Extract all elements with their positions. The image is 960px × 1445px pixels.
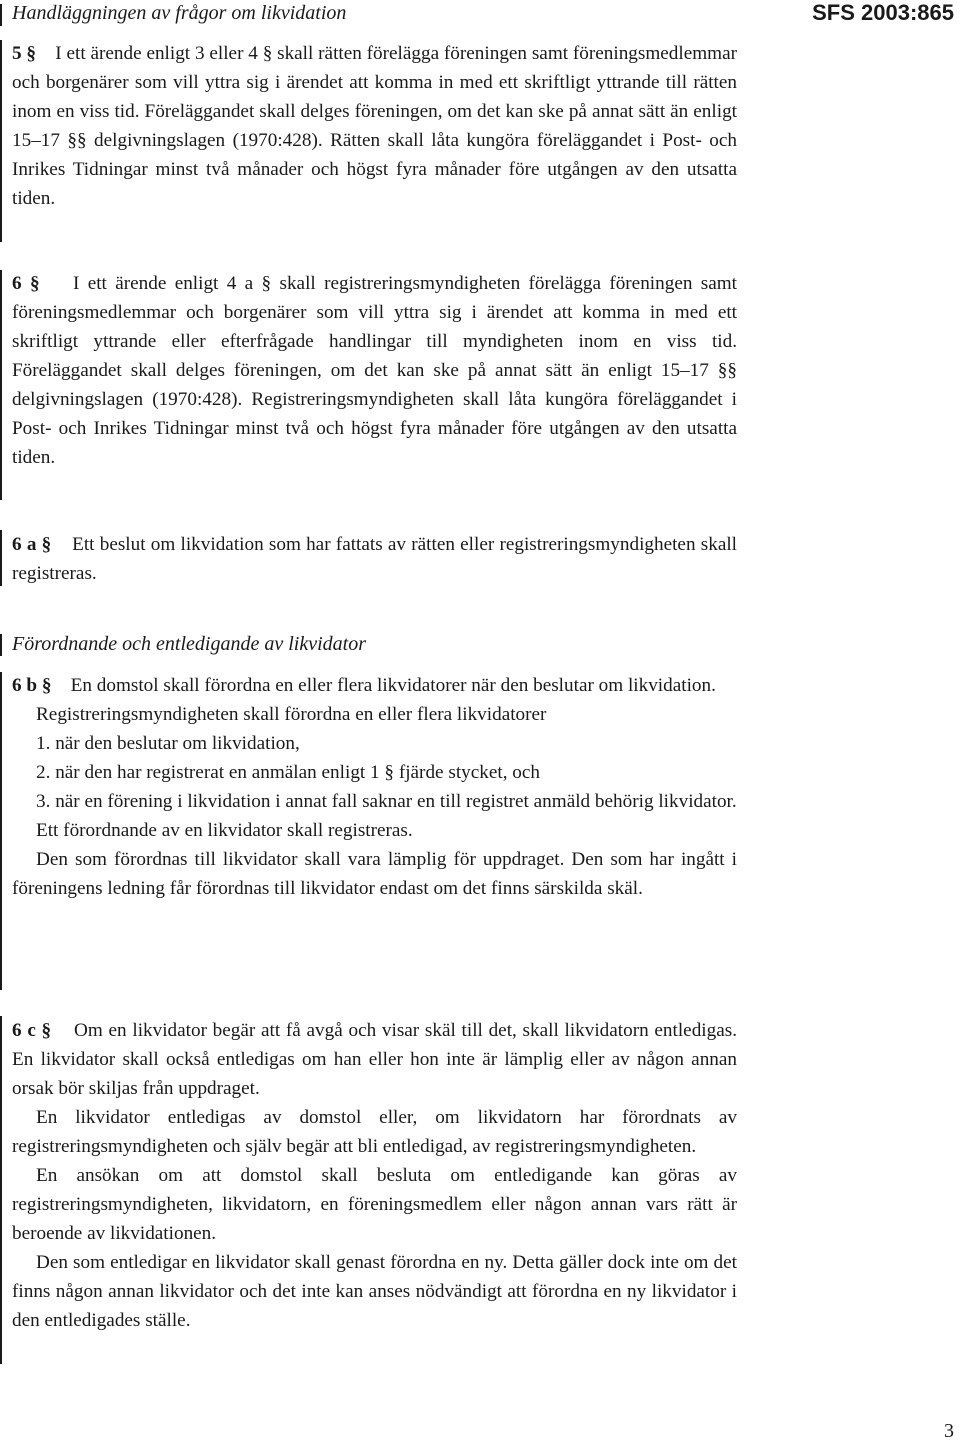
- page-number: 3: [944, 1420, 954, 1442]
- change-bar: [0, 1016, 2, 1364]
- sfs-number: SFS 2003:865: [812, 0, 954, 25]
- paragraph: Den som förordnas till likvidator skall vara lämplig för uppdraget. Den som har ingått i föreningens ledning får förordnas till likvidator endast om det finns särskilda skäl.: [12, 849, 737, 899]
- section-text: En domstol skall förordna en eller flera likvidatorer när den beslutar om likvidation.: [70, 675, 716, 696]
- section-6: [12, 269, 737, 472]
- section-6b: [12, 671, 737, 903]
- paragraph: Registreringsmyndigheten skall förordna en eller flera likvidatorer: [36, 704, 547, 725]
- section-6a: [12, 530, 737, 588]
- list-item: 2. när den har registrerat en anmälan enligt 1 § fjärde stycket, och: [36, 762, 540, 783]
- change-bar: [0, 672, 2, 990]
- change-bar: [0, 530, 2, 586]
- section-5: [12, 39, 737, 213]
- section-number: 6 a §: [12, 534, 52, 555]
- paragraph: Ett förordnande av en likvidator skall registreras.: [36, 820, 413, 841]
- section-6c: [12, 1016, 737, 1335]
- change-bar: [0, 40, 2, 242]
- section-number: 6 c §: [12, 1020, 52, 1041]
- paragraph: En ansökan om att domstol skall besluta om entledigande kan göras av registreringsmyndigheten, likvidatorn, en föreningsmedlem eller någon annan vars rätt är beroende av likvidationen.: [12, 1165, 737, 1244]
- section-text: Ett beslut om likvidation som har fattats av rätten eller registreringsmyndigheten skall registreras.: [12, 534, 738, 584]
- section-text: Om en likvidator begär att få avgå och visar skäl till det, skall likvidatorn entledigas. En likvidator skall också entledigas om han eller hon inte är lämplig eller av någon annan orsak bör skiljas från uppdraget.: [12, 1020, 737, 1099]
- section-number: 5 §: [12, 43, 37, 64]
- paragraph: En likvidator entledigas av domstol eller, om likvidatorn har förordnats av registreringsmyndigheten och själv begär att bli entledigad, av registreringsmyndigheten.: [12, 1107, 737, 1157]
- change-bar: [0, 634, 2, 656]
- section-text: I ett ärende enligt 3 eller 4 § skall rätten förelägga föreningen samt föreningsmedlemmar och borgenärer som vill yttra sig i ärendet att komma in med ett skriftligt yttrande till rätten inom en viss tid. Föreläggandet skall delges föreningen, om det kan ske på annat sätt än enligt 15–17 §§ delgivningslagen (1970:428). Rätten skall låta kungöra föreläggandet i Post- och Inrikes Tidningar minst två månader och högst fyra månader före utgången av den utsatta tiden.: [12, 43, 738, 209]
- list-item: 3. när en förening i likvidation i annat fall saknar en till registret anmäld behörig likvidator.: [36, 791, 737, 812]
- paragraph: Den som entledigar en likvidator skall genast förordna en ny. Detta gäller dock inte om det finns någon annan likvidator och det inte kan anses nödvändigt att förordna en ny likvidator i den entledigades ställe.: [12, 1252, 737, 1331]
- change-bar: [0, 4, 2, 26]
- running-head: Handläggningen av frågor om likvidation: [12, 2, 347, 24]
- section-number: 6 b §: [12, 675, 52, 696]
- subheading: Förordnande och entledigande av likvidator: [12, 633, 366, 655]
- section-number: 6 §: [12, 273, 40, 294]
- section-text: I ett ärende enligt 4 a § skall registreringsmyndigheten förelägga föreningen samt föreningsmedlemmar och borgenärer som vill yttra sig i ärendet att komma in med ett skriftligt yttrande eller efterfrågade handlingar till myndigheten inom en viss tid. Föreläggandet skall delges föreningen, om det kan ske på annat sätt än enligt 15–17 §§ delgivningslagen (1970:428). Registreringsmyndigheten skall låta kungöra föreläggandet i Post- och Inrikes Tidningar minst två och högst fyra månader före utgången av den utsatta tiden.: [12, 273, 738, 468]
- change-bar: [0, 270, 2, 500]
- list-item: 1. när den beslutar om likvidation,: [36, 733, 300, 754]
